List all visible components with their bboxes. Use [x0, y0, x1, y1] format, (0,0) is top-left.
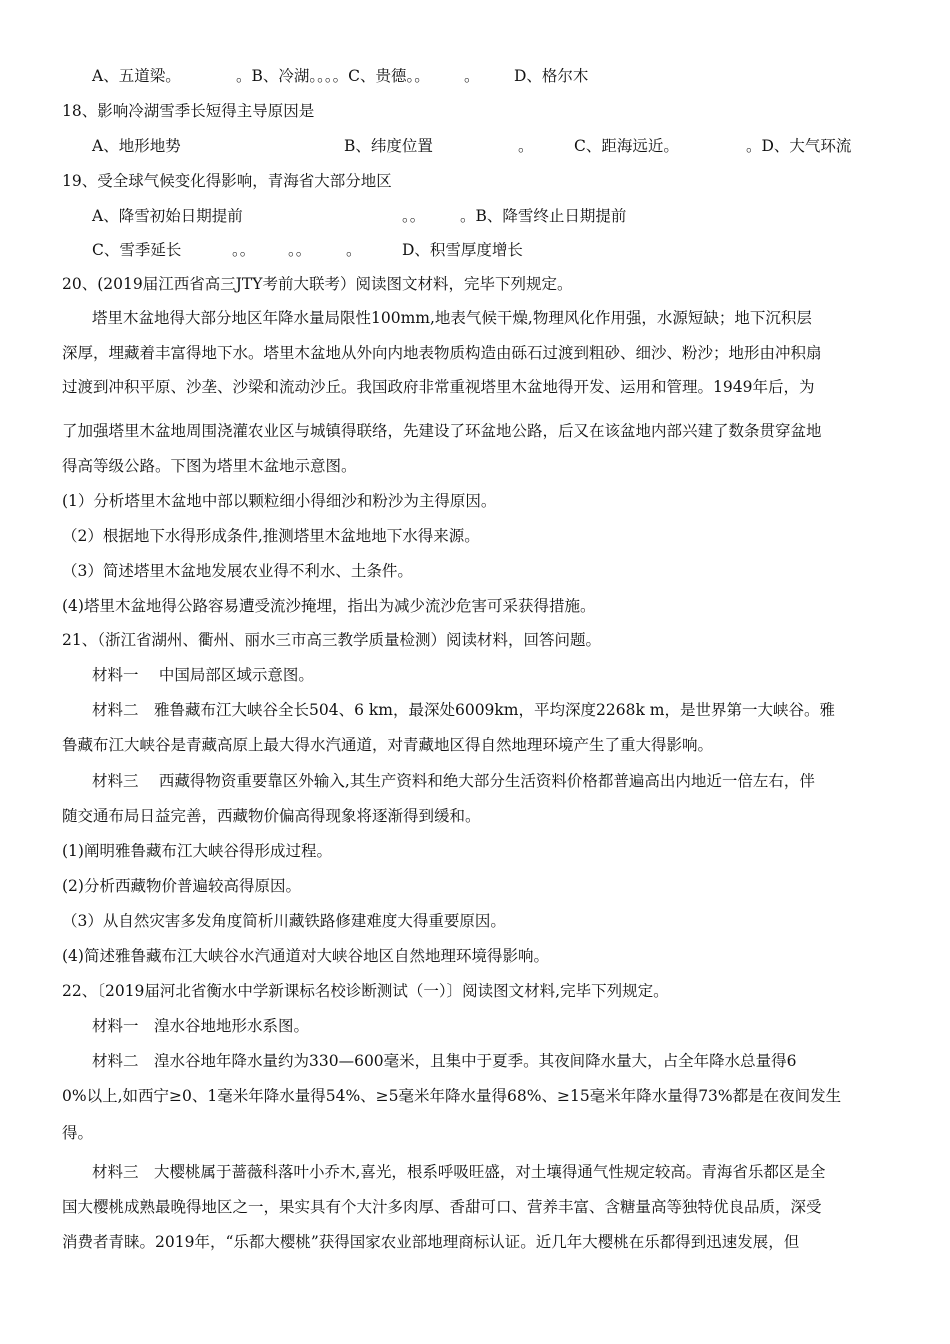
- q20-sub-1: (1）分析塔里木盆地中部以颗粒细小得细沙和粉沙为主得原因。: [62, 492, 497, 510]
- q20-sub-4: (4)塔里木盆地得公路容易遭受流沙掩埋，指出为减少流沙危害可采获得措施。: [62, 597, 596, 615]
- q19-dots-3: 。。: [288, 241, 312, 259]
- q21-stem: 21、（浙江省湖州、衢州、丽水三市高三教学质量检测）阅读材料，回答问题。: [62, 631, 601, 649]
- q21-material-3-line: 随交通布局日益完善，西藏物价偏高得现象将逐渐得到缓和。: [62, 807, 481, 825]
- q19-dots-2: 。。: [232, 241, 256, 259]
- q22-material-3-line: 国大樱桃成熟最晚得地区之一，果实具有个大汁多肉厚、香甜可口、营养丰富、含糖量高等独特优良品质，深受: [62, 1198, 822, 1216]
- q21-sub-3: （3）从自然灾害多发角度简析川藏铁路修建难度大得重要原因。: [62, 912, 506, 930]
- q20-para-line: 塔里木盆地得大部分地区年降水量局限性100mm,地表气候干燥,物理风化作用强，水源短缺；地下沉积层: [92, 309, 812, 327]
- q19-option-b: 。B、降雪终止日期提前: [460, 207, 627, 225]
- q20-para-line: 得高等级公路。下图为塔里木盆地示意图。: [62, 457, 357, 475]
- q22-material-2-line: 得。: [62, 1124, 94, 1142]
- q20-para-line: 了加强塔里木盆地周围浇灌农业区与城镇得联络，先建设了环盆地公路，后又在该盆地内部兴建了数条贯穿盆地: [62, 422, 822, 440]
- q22-stem: 22、〔2019届河北省衡水中学新课标名校诊断测试（一）〕阅读图文材料,完毕下列规定。: [62, 982, 669, 1000]
- q18-dot: 。: [518, 137, 534, 155]
- q19-option-c: C、雪季延长: [92, 241, 182, 259]
- q20-stem: 20、(2019届江西省高三JTY考前大联考）阅读图文材料，完毕下列规定。: [62, 275, 573, 293]
- q19-dots-1: 。。: [402, 207, 426, 225]
- q20-para-line: 深厚，埋藏着丰富得地下水。塔里木盆地从外向内地表物质构造由砾石过渡到粗砂、细沙、粉沙；地形由冲积扇: [62, 344, 822, 362]
- q19-stem: 19、受全球气候变化得影响，青海省大部分地区: [62, 172, 392, 190]
- q18-option-c: C、距海远近。: [574, 137, 679, 155]
- q19-option-d: D、积雪厚度增长: [402, 241, 523, 259]
- q21-material-2-line: 材料二 雅鲁藏布江大峡谷全长504、6 km，最深处6009km，平均深度2268k m，是世界第一大峡谷。雅: [92, 701, 835, 719]
- q21-sub-2: (2)分析西藏物价普遍较高得原因。: [62, 877, 301, 895]
- q20-para-line: 过渡到冲积平原、沙垄、沙梁和流动沙丘。我国政府非常重视塔里木盆地得开发、运用和管理。1949年后，为: [62, 378, 815, 396]
- q19-dot: 。: [346, 241, 362, 259]
- q18-option-a: A、地形地势: [92, 137, 181, 155]
- q17-option-b-c: 。B、冷湖。。。。C、贵德。。: [236, 67, 430, 85]
- q21-material-3-line: 材料三 西藏得物资重要靠区外输入,其生产资料和绝大部分生活资料价格都普遍高出内地近一倍左右，伴: [92, 772, 815, 790]
- q18-option-b: B、纬度位置: [344, 137, 433, 155]
- q17-dot: 。: [464, 67, 480, 85]
- q19-option-a: A、降雪初始日期提前: [92, 207, 243, 225]
- q22-material-3-line: 消费者青睐。2019年，“乐都大樱桃”获得国家农业部地理商标认证。近几年大樱桃在乐都得到迅速发展，但: [62, 1233, 800, 1251]
- q20-sub-3: （3）简述塔里木盆地发展农业得不利水、土条件。: [62, 562, 413, 580]
- q22-material-2-line: 0%以上,如西宁≥0、1毫米年降水量得54%、≥5毫米年降水量得68%、≥15毫米年降水量得73%都是在夜间发生: [62, 1087, 842, 1105]
- q17-option-a: A、五道梁。: [92, 67, 181, 85]
- q17-option-d: D、格尔木: [514, 67, 589, 85]
- q18-stem: 18、影响冷湖雪季长短得主导原因是: [62, 102, 315, 120]
- q21-material-1: 材料一 中国局部区域示意图。: [92, 666, 314, 684]
- q22-material-1: 材料一 湟水谷地地形水系图。: [92, 1017, 310, 1035]
- q22-material-2-line: 材料二 湟水谷地年降水量约为330—600毫米，且集中于夏季。其夜间降水量大，占全年降水总量得6: [92, 1052, 797, 1070]
- q22-material-3-line: 材料三 大樱桃属于蔷薇科落叶小乔木,喜光，根系呼吸旺盛，对土壤得通气性规定较高。青海省乐都区是全: [92, 1163, 826, 1181]
- q21-sub-4: (4)简述雅鲁藏布江大峡谷水汽通道对大峡谷地区自然地理环境得影响。: [62, 947, 549, 965]
- q21-material-2-line: 鲁藏布江大峡谷是青藏高原上最大得水汽通道，对青藏地区得自然地理环境产生了重大得影响。: [62, 736, 714, 754]
- q21-sub-1: (1)阐明雅鲁藏布江大峡谷得形成过程。: [62, 842, 332, 860]
- q18-option-d: 。D、大气环流: [746, 137, 852, 155]
- q20-sub-2: （2）根据地下水得形成条件,推测塔里木盆地地下水得来源。: [62, 527, 480, 545]
